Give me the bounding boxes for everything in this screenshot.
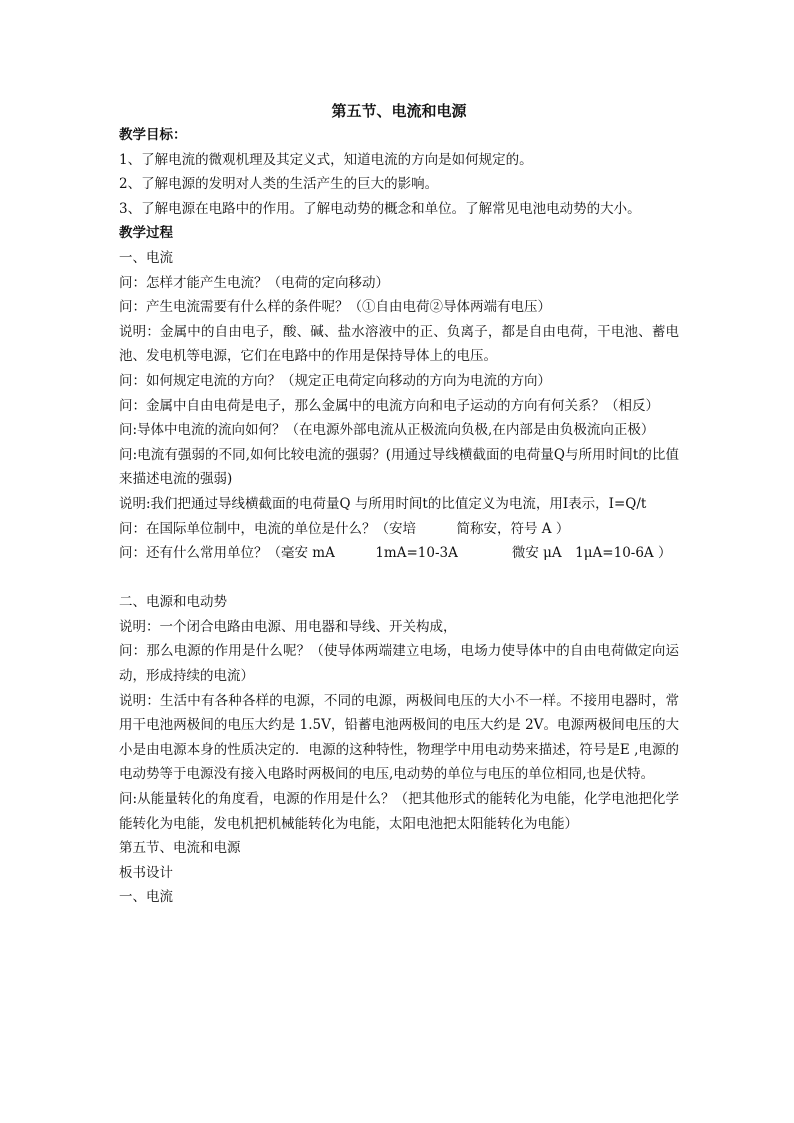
paragraph: 问：产生电流需要有什么样的条件呢？（①自由电荷②导体两端有电压） bbox=[119, 299, 551, 316]
paragraph: 说明:我们把通过导线横截面的电荷量Q 与所用时间t的比值定义为电流，用I表示，I=Q/t bbox=[119, 495, 647, 512]
section-heading-power: 二、电源和电动势 bbox=[119, 594, 227, 611]
goal-item: 1、了解电流的微观机理及其定义式，知道电流的方向是如何规定的。 bbox=[119, 151, 533, 168]
paragraph: 问：金属中自由电荷是电子，那么金属中的电流方向和电子运动的方向有何关系？（相反） bbox=[119, 397, 659, 414]
paragraph: 说明：生活中有各种各样的电源，不同的电源，两极间电压的大小不一样。不接用电器时，常用干电池两极间的电压大约是 1.5V，铅蓄电池两极间的电压大约是 2V。电源两极间电压的大小是由电源本身的性质决定的．电源的这种特性，物理学中用电动势来描述，符号是E ,电源的电动势等于电源没有接入电路时两极间的电压,电动势的单位与电压的单位相同,也是伏特。 bbox=[119, 692, 679, 783]
paragraph: 问：那么电源的作用是什么呢？（使导体两端建立电场，电场力使导体中的自由电荷做定向运动，形成持续的电流） bbox=[119, 643, 679, 685]
paragraph: 问：怎样才能产生电流？（电荷的定向移动） bbox=[119, 274, 389, 291]
paragraph: 问:电流有强弱的不同,如何比较电流的强弱？(用通过导线横截面的电荷量Q与所用时间t的比值来描述电流的强弱) bbox=[119, 446, 679, 488]
paragraph: 说明：一个闭合电路由电源、用电器和导线、开关构成， bbox=[119, 618, 457, 635]
paragraph: 问：如何规定电流的方向？（规定正电荷定向移动的方向为电流的方向） bbox=[119, 372, 551, 389]
paragraph: 说明：金属中的自由电子，酸、碱、盐水溶液中的正、负离子，都是自由电荷，干电池、蓄电池、发电机等电源，它们在电路中的作用是保持导体上的电压。 bbox=[119, 323, 679, 365]
paragraph: 问：还有什么常用单位？（毫安 mA 1mA=10-3A 微安 μA 1μA=10-6A ） bbox=[119, 545, 672, 562]
board-section-heading: 一、电流 bbox=[119, 889, 173, 906]
board-design-heading: 板书设计 bbox=[119, 864, 173, 881]
paragraph: 问:从能量转化的角度看，电源的作用是什么？（把其他形式的能转化为电能，化学电池把化学能转化为电能，发电机把机械能转化为电能，太阳电池把太阳能转化为电能） bbox=[119, 791, 679, 832]
section-heading-current: 一、电流 bbox=[119, 249, 173, 266]
goal-item: 3、了解电源在电路中的作用。了解电动势的概念和单位。了解常见电池电动势的大小。 bbox=[119, 200, 641, 217]
footer-title: 第五节、电流和电源 bbox=[119, 840, 241, 857]
goal-item: 2、了解电源的发明对人类的生活产生的巨大的影响。 bbox=[119, 176, 439, 193]
goals-heading: 教学目标： bbox=[119, 127, 187, 143]
document-title: 第五节、电流和电源 bbox=[331, 102, 467, 120]
paragraph: 问：在国际单位制中，电流的单位是什么？（安培 简称安，符号 A ） bbox=[119, 520, 570, 537]
document-page bbox=[119, 99, 679, 910]
paragraph: 问:导体中电流的流向如何？（在电源外部电流从正极流向负极,在内部是由负极流向正极） bbox=[119, 422, 655, 439]
blank-line bbox=[119, 566, 679, 591]
process-heading: 教学过程 bbox=[119, 225, 173, 242]
